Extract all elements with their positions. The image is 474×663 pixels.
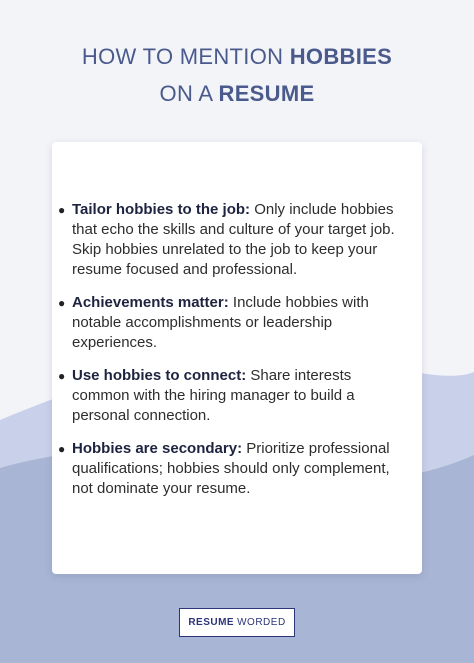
tip-item — [58, 293, 400, 353]
tip-lead: Use hobbies to connect: — [72, 367, 247, 384]
title-line-1-normal: HOW TO MENTION — [81, 44, 290, 69]
logo-strong-text: RESUME — [188, 617, 235, 628]
bullet-dot-icon: ● — [58, 296, 66, 310]
title-line-1 — [0, 38, 474, 75]
title-line-2-bold: RESUME — [218, 81, 315, 106]
tips-list — [58, 200, 400, 499]
title-line-2 — [0, 75, 474, 112]
tip-item — [58, 366, 400, 426]
bullet-dot-icon: ● — [58, 203, 66, 217]
tip-text: Share interests common with the hiring manager to build a personal connection. — [72, 367, 355, 424]
tip-lead: Achievements matter: — [72, 294, 229, 311]
tip-text: Only include hobbies that echo the skills and culture of your target job. Skip hobbies unrelated to the job to keep your resume focused and professional. — [72, 201, 395, 278]
tip-text: Include hobbies with notable accomplishments or leadership experiences. — [72, 294, 369, 351]
bullet-dot-icon: ● — [58, 369, 66, 383]
tip-lead: Hobbies are secondary: — [72, 440, 243, 457]
tip-item — [58, 200, 400, 280]
title-line-1-bold: HOBBIES — [289, 44, 393, 69]
tip-lead: Tailor hobbies to the job: — [72, 201, 251, 218]
tip-text: Prioritize professional qualifications; hobbies should only complement, not dominate your resume. — [72, 440, 390, 497]
page-title — [0, 38, 474, 112]
tips-card — [52, 142, 422, 574]
bullet-dot-icon: ● — [58, 442, 66, 456]
resume-worded-logo[interactable] — [179, 608, 295, 637]
logo-light-text: WORDED — [237, 617, 286, 628]
tip-item — [58, 439, 400, 499]
title-line-2-normal: ON A — [159, 81, 219, 106]
